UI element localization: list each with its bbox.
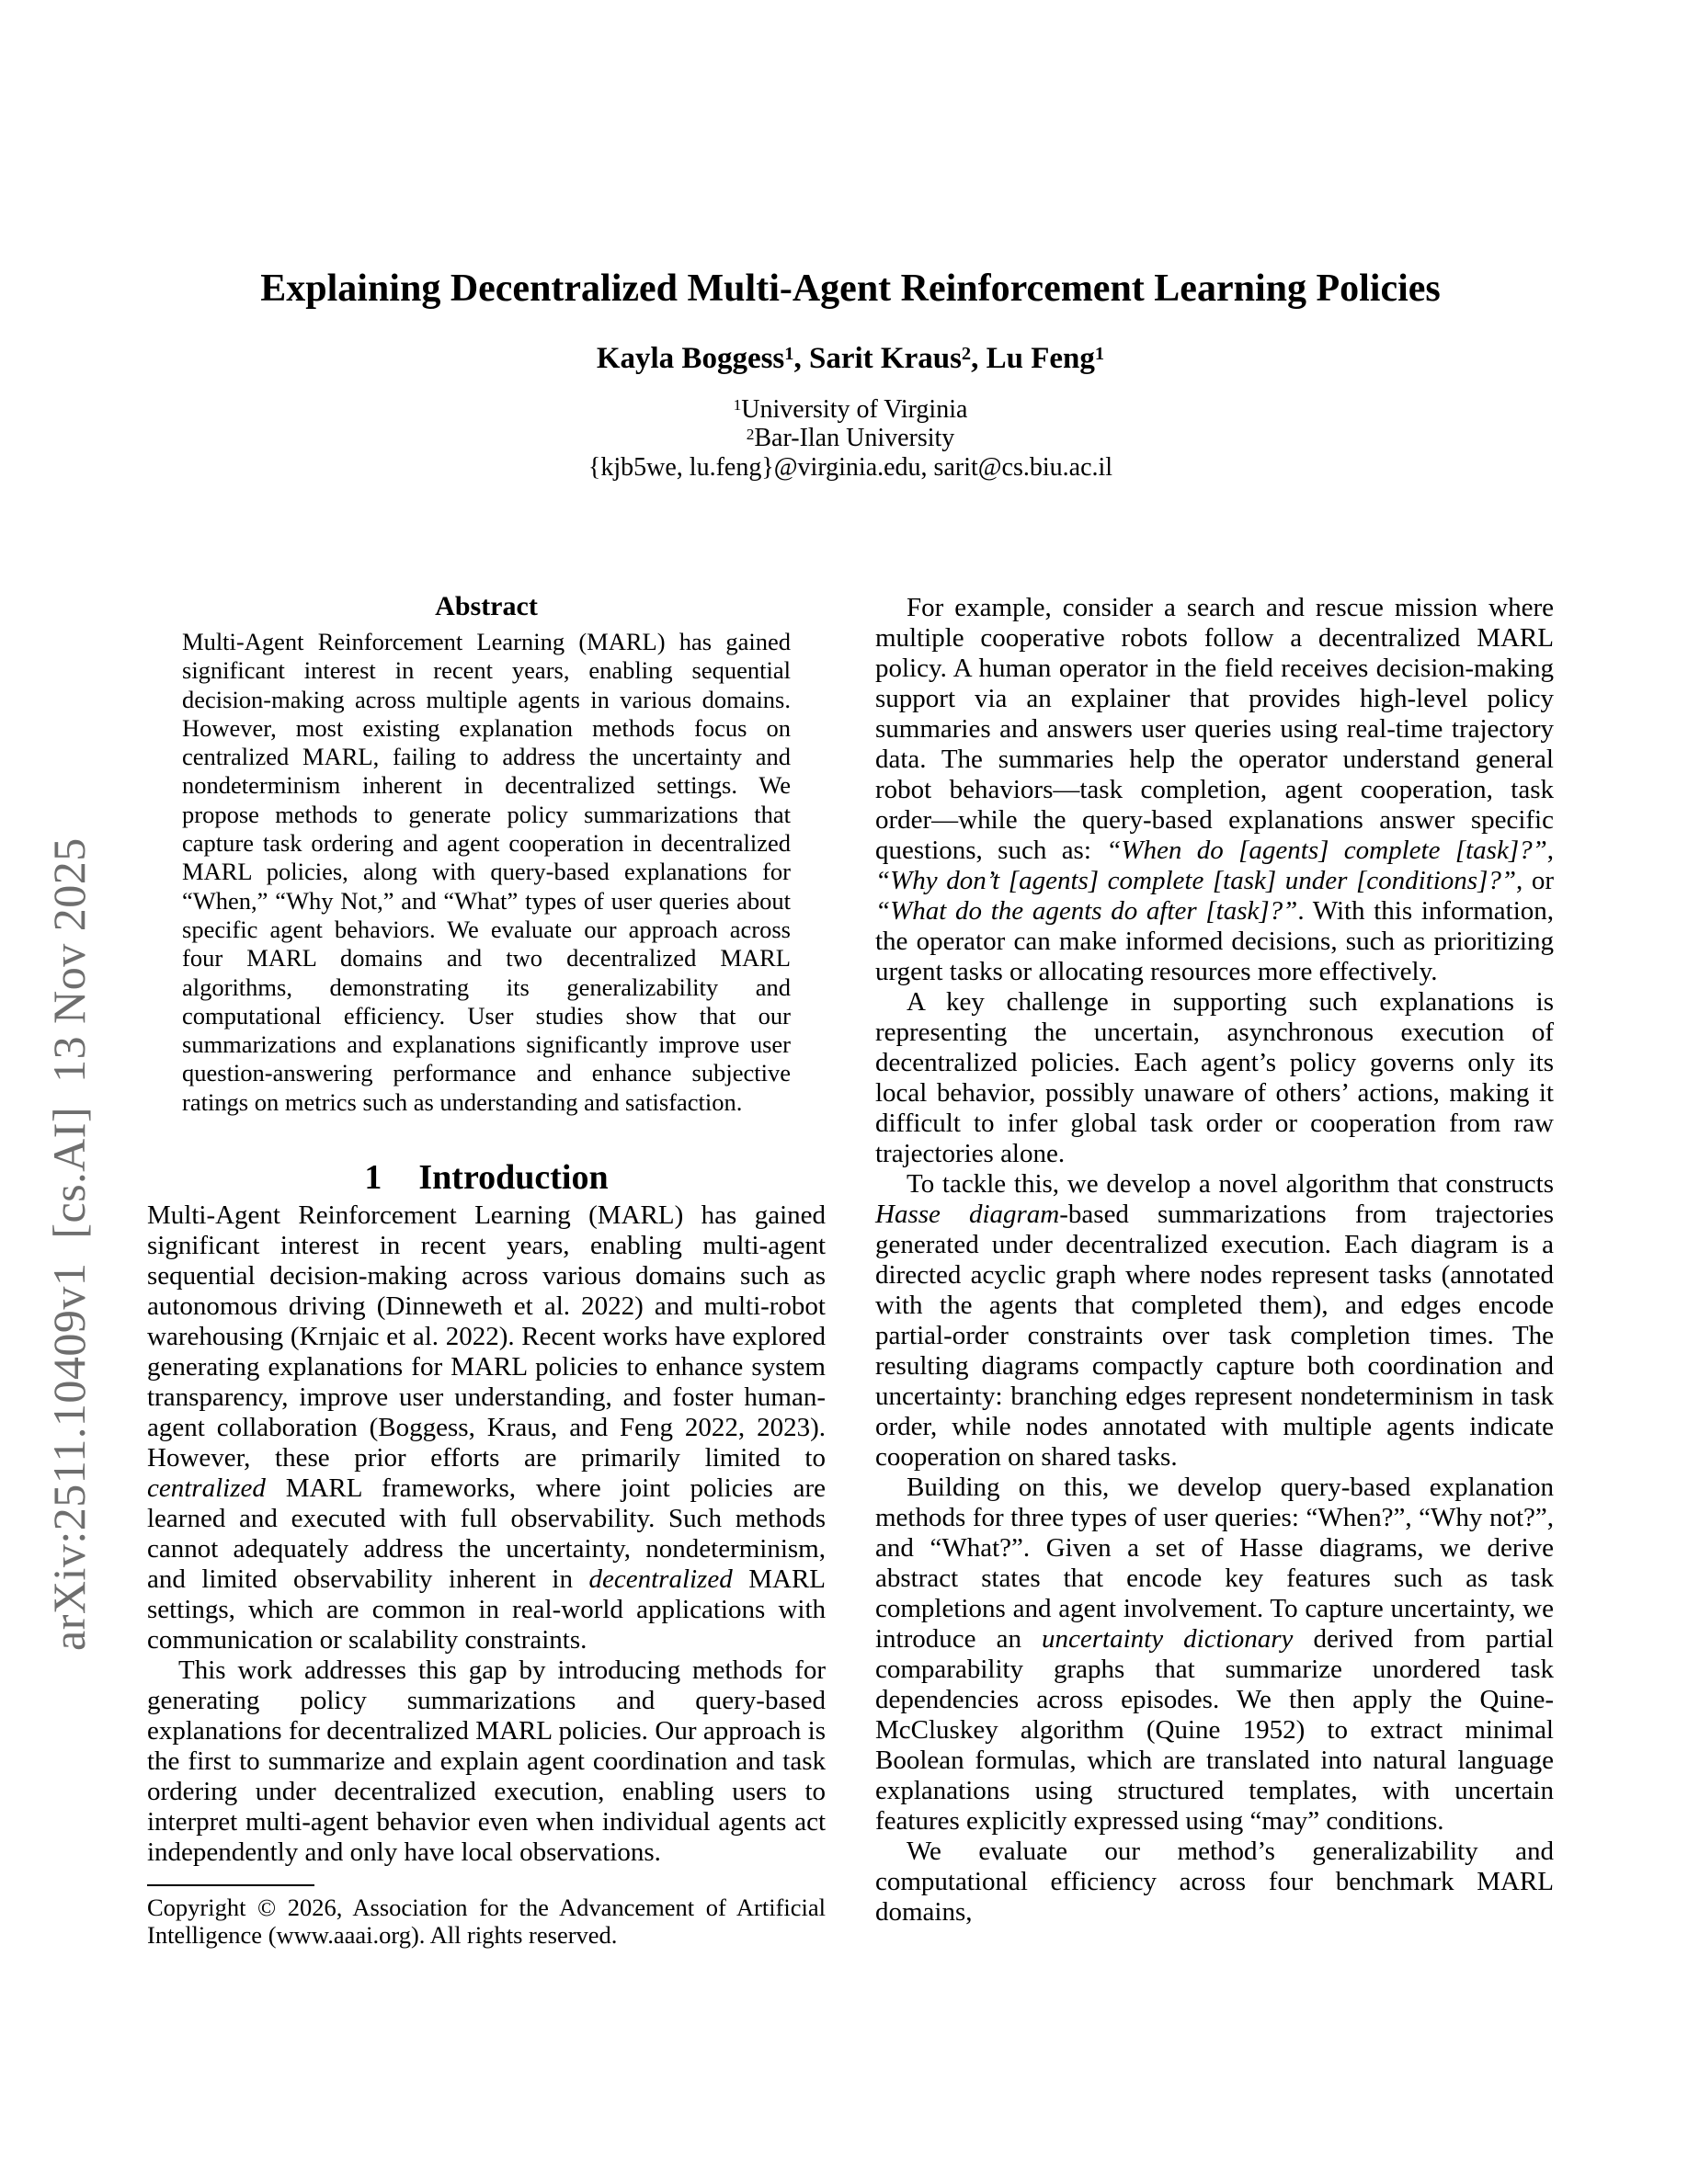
text-run: This work addresses this gap by introducing methods for generating policy summarizations and query-based explanations for decentralized MARL policies. Our approach is the first to summarize and explain agent coordination and task ordering under decentralized execution, enabling users to interpret multi-agent behavior even when individual agents act independently and only have local observations. <box>147 1655 826 1868</box>
section-number: 1 <box>364 1158 382 1198</box>
text-run: derived from partial comparability graphs that summarize unordered task dependencies across episodes. We then apply the Quine-McCluskey algorithm (Quine 1952) to extract minimal Boolean formulas, which are translated into natural language explanations using structured templates, with uncertain features explicitly expressed using “may” conditions. <box>875 1624 1554 1836</box>
text-run: For example, consider a search and rescue mission where multiple cooperative robots follow a decentralized MARL policy. A human operator in the field receives decision-making support via an explainer that provides high-level policy summaries and answers user queries using real-time trajectory data. The summaries help the operator understand general robot behaviors—task completion, agent cooperation, task order—while the query-based explanations answer specific questions, such as: <box>875 593 1554 865</box>
text-run: Building on this, we develop query-based explanation methods for three types of user queries: “When?”, “Why not?”, and “What?”. Given a set of Hasse diagrams, we derive abstract states that encode key features such as task completions and agent involvement. To capture uncertainty, we introduce an <box>875 1473 1554 1654</box>
email-line: {kjb5we, lu.feng}@virginia.edu, sarit@cs.biu.ac.il <box>587 452 1113 482</box>
text-run: We evaluate our method’s generalizability and computational efficiency across four benchmark MARL domains, <box>875 1837 1554 1927</box>
author-name: Sarit Kraus <box>809 342 962 375</box>
affiliation-list <box>147 395 1554 453</box>
arxiv-watermark: arXiv:2511.10409v1 [cs.AI] 13 Nov 2025 <box>43 837 95 1651</box>
copyright-footnote <box>147 1884 826 1950</box>
paper-title: Explaining Decentralized Multi-Agent Reinforcement Learning Policies <box>260 267 1441 310</box>
affiliation-superscript: 2 <box>746 425 755 443</box>
italic-text: uncertainty dictionary <box>1042 1624 1294 1654</box>
introduction-body <box>147 1200 826 1868</box>
right-column <box>875 593 1554 1928</box>
author-superscript: 1 <box>1094 343 1105 364</box>
text-run: Copyright © 2026, Association for the Advancement of Artificial Intelligence (www.aaai.org). All rights reserved. <box>147 1894 826 1950</box>
text-run: -based summarizations from trajectories generated under decentralized execution. Each diagram is a directed acyclic graph where nodes represent tasks (annotated with the agents that completed them), and edges encode partial-order constraints over task completion times. The resulting diagrams compactly capture both coordination and uncertainty: branching edges represent nondeterminism in task order, while nodes annotated with multiple agents indicate cooperation on shared tasks. <box>875 1200 1554 1472</box>
text-run: To tackle this, we develop a novel algorithm that constructs <box>907 1169 1554 1199</box>
section-heading-introduction <box>147 1159 826 1196</box>
text-run: A key challenge in supporting such explanations is representing the uncertain, asynchronous execution of decentralized policies. Each agent’s policy governs only its local behavior, possibly unaware of others’ actions, making it difficult to infer global task order or cooperation from raw trajectories alone. <box>875 987 1554 1168</box>
author-line: Kayla Boggess$^1$, Sarit Kraus$^2$, Lu Feng$^1$ <box>596 342 1105 375</box>
italic-text: decentralized <box>588 1564 733 1595</box>
abstract-heading: Abstract <box>435 591 538 621</box>
affiliation-superscript: 1 <box>733 396 742 415</box>
left-column <box>147 593 826 1950</box>
paragraph <box>147 1200 826 1655</box>
right-column-body <box>875 593 1554 1928</box>
text-run: . With this information, the operator can make informed decisions, such as prioritizing urgent tasks or allocating resources more effectively. <box>875 896 1554 986</box>
paragraph <box>182 628 791 1117</box>
italic-text: centralized <box>147 1473 266 1504</box>
italic-text: “What do the agents do after [task]?” <box>875 896 1298 926</box>
paragraph <box>875 1169 1554 1473</box>
paragraph <box>147 1655 826 1868</box>
paragraph <box>875 593 1554 987</box>
paragraph <box>147 1894 826 1950</box>
italic-text: Hasse diagram <box>875 1200 1060 1229</box>
italic-text: “When do [agents] complete [task]?” <box>1106 836 1547 865</box>
author-superscript: 2 <box>961 343 972 364</box>
affiliation-block <box>147 395 1554 482</box>
italic-text: “Why don’t [agents] complete [task] under [conditions]?” <box>875 866 1517 895</box>
text-run: Multi-Agent Reinforcement Learning (MARL) has gained significant interest in recent years, enabling multi-agent sequential decision-making across various domains such as autonomous driving (Dinneweth et al. 2022) and multi-robot warehousing (Krnjaic et al. 2022). Recent works have explored generating explanations for MARL policies to enhance system transparency, improve user understanding, and foster human-agent collaboration (Boggess, Kraus, and Feng 2022, 2023). However, these prior efforts are primarily limited to <box>147 1200 826 1473</box>
text-run: MARL settings, which are common in real-world applications with communication or scalability constraints. <box>147 1564 826 1655</box>
text-run: MARL frameworks, where joint policies are learned and executed with full observability. Such methods cannot adequately address the uncertainty, nondeterminism, and limited observability inherent in <box>147 1473 826 1595</box>
text-run: , or <box>1516 866 1554 895</box>
text-run: Multi-Agent Reinforcement Learning (MARL) has gained significant interest in recent years, enabling sequential decision-making across multiple agents in various domains. However, most existing explanation methods focus on centralized MARL, failing to address the uncertainty and nondeterminism inherent in decentralized settings. We propose methods to generate policy summarizations that capture task ordering and agent cooperation in decentralized MARL policies, along with query-based explanations for “When,” “Why Not,” and “What” types of user queries about specific agent behaviors. We evaluate our approach across four MARL domains and two decentralized MARL algorithms, demonstrating its generalizability and computational efficiency. User studies show that our summarizations and explanations significantly improve user question-answering performance and enhance subjective ratings on metrics such as understanding and satisfaction. <box>182 628 791 1116</box>
footnote-rule <box>147 1884 314 1886</box>
author-superscript: 1 <box>784 343 794 364</box>
paragraph <box>875 987 1554 1169</box>
paragraph <box>875 1837 1554 1928</box>
paragraph <box>875 1473 1554 1837</box>
affiliation: $^2$Bar-Ilan University <box>746 424 955 453</box>
section-title: Introduction <box>418 1158 609 1198</box>
author-name: Kayla Boggess <box>596 342 785 375</box>
author-name: Lu Feng <box>986 342 1095 375</box>
affiliation: $^1$University of Virginia <box>733 395 968 424</box>
footnote-text <box>147 1894 826 1950</box>
text-run: , <box>1546 836 1554 865</box>
abstract-body <box>182 628 791 1117</box>
